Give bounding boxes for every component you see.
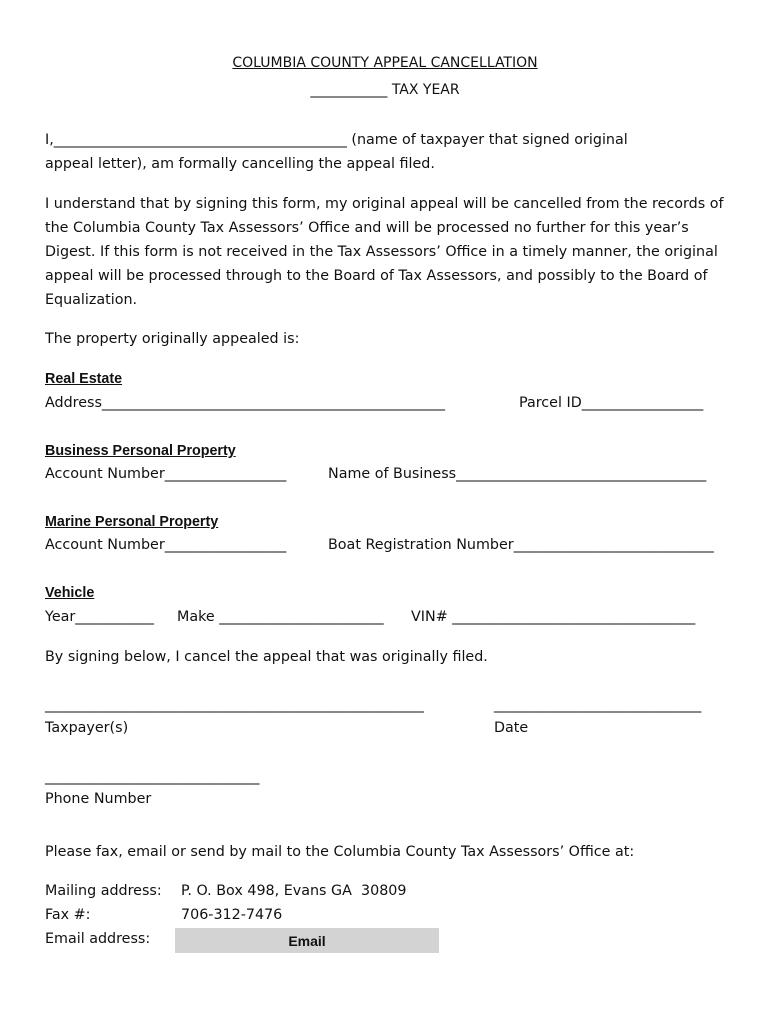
property-intro: The property originally appealed is:: [45, 331, 300, 347]
understand-paragraph: I understand that by signing this form, my original appeal will be cancelled from the records of the Columbia County Tax Assessors’ Office and will be processed no further for this year’s Digest. If this form is not received in the Tax Assessors’ Office in a timely manner, the original appeal will be processed through to the Board of Tax Assessors, and possibly to the Board of Equalization.: [45, 196, 724, 308]
contact-instruction: Please fax, email or send by mail to the Columbia County Tax Assessors’ Office at:: [45, 844, 635, 860]
taxpayer-name-line[interactable]: I,_________________________________________ (name of taxpayer that signed original: [45, 132, 628, 148]
intro-continuation: appeal letter), am formally cancelling the appeal filed.: [45, 156, 435, 172]
parcel-id-field[interactable]: Parcel ID_________________: [519, 395, 704, 411]
marine-property-heading: Marine Personal Property: [45, 514, 219, 530]
vehicle-heading: Vehicle: [45, 585, 95, 601]
taxpayer-label: Taxpayer(s): [45, 720, 129, 736]
boat-registration-field[interactable]: Boat Registration Number____________________________: [328, 537, 714, 553]
email-button[interactable]: Email: [175, 928, 439, 953]
address-field[interactable]: Address________________________________________________: [45, 395, 446, 411]
marine-account-number-field[interactable]: Account Number_________________: [45, 537, 287, 553]
mailing-address-label: Mailing address:: [45, 883, 162, 899]
form-title: COLUMBIA COUNTY APPEAL CANCELLATION: [232, 55, 538, 71]
fax-label: Fax #:: [45, 907, 91, 923]
vehicle-make-field[interactable]: Make _______________________: [177, 609, 384, 625]
fax-value: 706-312-7476: [181, 907, 283, 923]
vehicle-year-field[interactable]: Year___________: [45, 609, 154, 625]
mailing-address-value: P. O. Box 498, Evans GA 30809: [181, 883, 407, 899]
phone-number-line[interactable]: ______________________________: [45, 769, 260, 785]
date-label: Date: [494, 720, 529, 736]
phone-number-label: Phone Number: [45, 791, 152, 807]
tax-year-line[interactable]: ___________ TAX YEAR: [310, 82, 460, 98]
signing-statement: By signing below, I cancel the appeal that was originally filed.: [45, 649, 488, 665]
email-address-label: Email address:: [45, 931, 151, 947]
real-estate-heading: Real Estate: [45, 371, 123, 387]
date-signature-line[interactable]: _____________________________: [494, 697, 702, 713]
business-account-number-field[interactable]: Account Number_________________: [45, 466, 287, 482]
taxpayer-signature-line[interactable]: _____________________________________________________: [45, 697, 424, 713]
business-name-field[interactable]: Name of Business___________________________________: [328, 466, 707, 482]
vehicle-vin-field[interactable]: VIN# __________________________________: [411, 609, 696, 625]
business-property-heading: Business Personal Property: [45, 443, 236, 459]
